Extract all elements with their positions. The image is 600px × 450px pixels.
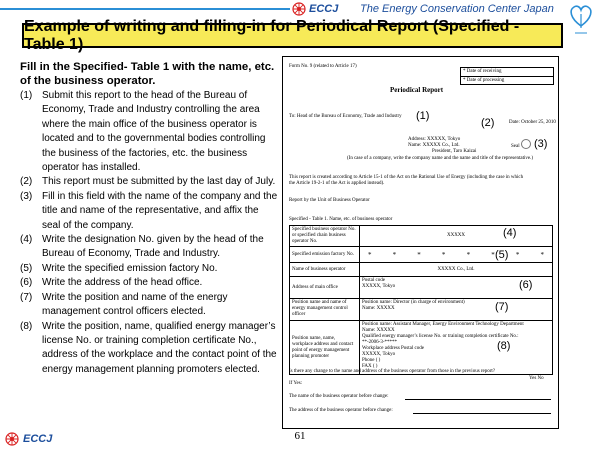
postal-code: Postal code (362, 278, 385, 283)
table-row (290, 321, 553, 375)
marker-3: (3) (534, 138, 548, 150)
name-before-change: The name of the business operator before change: (289, 394, 389, 399)
marker-1: (1) (416, 110, 430, 122)
item-text: This report must be submitted by the last day of July. (42, 176, 276, 188)
item-text: Write the position and name of the energy management control officers elected. (42, 291, 228, 318)
digit-cell: * (441, 250, 446, 259)
license-number: **-2006-3-***** (362, 340, 397, 345)
date-receiving-field: * Date of receiving (463, 69, 502, 74)
row-label: Specified business operator No. or specified chain business operator No. (290, 226, 360, 247)
seal-label: Seal (511, 144, 520, 149)
marker-8: (8) (497, 340, 511, 352)
item-text: Write the address of the head office. (42, 277, 203, 289)
digit-cell: * (392, 250, 397, 259)
item-number: (4) (20, 234, 33, 246)
page-number: 61 (294, 430, 306, 442)
eccj-logo-text: ECCJ (309, 3, 339, 15)
yes-no-options: Yes No (529, 376, 544, 381)
address-before-change: The address of the business operator before change: (289, 408, 393, 413)
item-number: (1) (20, 90, 33, 101)
seal-stamp (521, 139, 531, 149)
row-value: XXXXX Co., Ltd. (360, 263, 553, 277)
digit-cell: * (368, 250, 372, 259)
date-line: Date: October 25, 2010 (509, 120, 556, 125)
digit-cell: * (515, 250, 520, 259)
spec-table-label: Specified - Table 1. Name, etc. of business operator (289, 217, 393, 222)
digit-cell: * (417, 250, 421, 259)
to-line: To: Head of the Bureau of Economy, Trade and Industry (289, 114, 402, 119)
phone-field: Phone ( ) (362, 358, 381, 363)
if-yes-label: If Yes: (289, 381, 303, 386)
item-number: (8) (20, 320, 33, 332)
digit-cell: * (491, 250, 495, 259)
fax-field: FAX ( ) (362, 364, 378, 369)
name-before-line (405, 399, 551, 400)
instructions-lead: Fill in the Specified- Table 1 with the name, etc. of the business operator. (20, 61, 275, 87)
report-by-line: Report by the Unit of Business Operator (289, 198, 370, 203)
list-item (20, 262, 278, 276)
eccj-footer-text: ECCJ (23, 433, 53, 445)
row-label: Name of business operator (290, 263, 360, 277)
digit-cell: * (466, 250, 471, 259)
form-number: Form No. 9 (related to Article 17) (289, 64, 357, 69)
report-title: Periodical Report (390, 86, 444, 94)
row-label: Specified emission factory No. (290, 247, 360, 263)
page-title: Example of writing and filling-in for Periodical Report (Specified - Table 1) (22, 23, 563, 48)
instructions-list (20, 89, 278, 377)
list-item (20, 190, 278, 233)
row-value: XXXXX (360, 226, 553, 247)
change-question: Is there any change to the name and address of the business operator from those in the previous report? (289, 369, 496, 374)
row-value (360, 299, 553, 321)
marker-6: (6) (519, 279, 533, 291)
row-label: Address of main office (290, 277, 360, 299)
address-line: Address: XXXXX, Tokyo (408, 137, 461, 142)
list-item (20, 276, 278, 290)
marker-5: (5) (495, 249, 509, 261)
operator-table (289, 225, 553, 375)
date-processing-field: * Date of processing (461, 76, 553, 84)
item-text: Write the specified emission factory No. (42, 262, 218, 274)
row-label: Position name, name, workplace address and contact point of energy management planning promoter (290, 321, 360, 375)
list-item (20, 320, 278, 378)
marker-4: (4) (503, 227, 517, 239)
item-number: (6) (20, 277, 33, 289)
item-number: (3) (20, 190, 33, 202)
workplace-address: XXXXX, Tokyo (362, 352, 396, 357)
officer-position: Position name: Director (in charge of environment) (362, 300, 465, 305)
row-label: Position name and name of energy management control officer (290, 299, 360, 321)
digit-cell: * (540, 250, 544, 259)
item-number: (5) (20, 262, 33, 274)
header-rule (0, 8, 290, 10)
address-before-line (413, 413, 551, 414)
organization-name: The Energy Conservation Center Japan (360, 3, 554, 15)
table-row (290, 247, 553, 263)
item-text: Fill in this field with the name of the company and the title and name of the representative, and affix the seal of the company. (42, 190, 278, 231)
item-number: (7) (20, 291, 33, 303)
item-text: Submit this report to the head of the Bureau of Economy, Trade and Industry controlling the area where the main office of the business operator is located and to the governmental bodies controlling the business of the factories, etc. the business operator has installed. (42, 90, 266, 174)
item-text: Write the designation No. given by the head of the Bureau of Economy, Trade and Industry. (42, 234, 264, 260)
receiving-box (460, 67, 554, 85)
row-value (360, 321, 553, 375)
item-number: (2) (20, 176, 33, 188)
table-row (290, 299, 553, 321)
list-item (20, 175, 278, 189)
eccj-logo-icon (292, 2, 306, 16)
marker-7: (7) (495, 301, 509, 313)
license-label: Qualified energy manager’s license No. or training completion certificate No.: (362, 334, 519, 339)
periodical-report-form (282, 56, 559, 429)
president-line: President, Taro Kaizai (432, 149, 477, 154)
eccj-logo-icon (5, 432, 19, 446)
list-item (20, 233, 278, 262)
incase-note: (In case of a company, write the company name and the name and title of the representative.) (347, 156, 533, 161)
table-row (290, 277, 553, 299)
name-line: Name: XXXXX Co., Ltd. (408, 143, 460, 148)
item-text: Write the position, name, qualified energy manager’s license No. or training completion certificate No., address of the workplace and the contact point of the energy management planning promoters elected. (42, 320, 277, 375)
main-office-address: XXXXX, Tokyo (362, 284, 396, 289)
promoter-position: Position name: Assistant Manager, Energy Environment Technology Department (362, 322, 524, 327)
table-row (290, 263, 553, 277)
officer-name: Name: XXXXX (362, 306, 395, 311)
list-item (20, 89, 278, 175)
workplace-address-label: Workplace address Postal code (362, 346, 424, 351)
emission-factory-digits (360, 247, 553, 263)
body-text-2: the Article 19-2-1 of the Act is applied instead). (289, 181, 385, 186)
body-text-1: This report is created according to Article 15-1 of the Act on the Rational Use of Energy (including the case in which (289, 175, 524, 180)
energy-heart-logo-icon (566, 0, 596, 40)
list-item (20, 291, 278, 320)
promoter-name: Name: XXXXX (362, 328, 395, 333)
marker-2: (2) (481, 117, 495, 129)
